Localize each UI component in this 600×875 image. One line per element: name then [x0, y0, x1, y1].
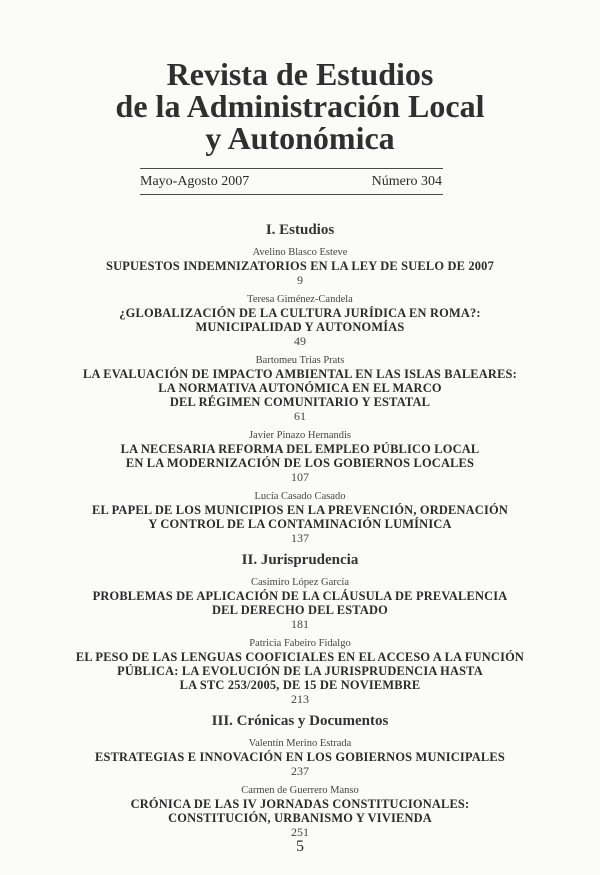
toc-entry [0, 355, 600, 423]
entry-page-number: 107 [291, 470, 309, 484]
entry-title-line: EN LA MODERNIZACIÓN DE LOS GOBIERNOS LOCALES [125, 456, 475, 470]
toc-entry [0, 785, 600, 839]
entry-author: Carmen de Guerrero Manso [241, 785, 359, 796]
entry-author: Valentín Merino Estrada [248, 738, 352, 749]
entry-page-number: 237 [291, 764, 309, 778]
entry-title-line: CRÓNICA DE LAS IV JORNADAS CONSTITUCIONALES: [130, 797, 470, 811]
entry-title-line: ESTRATEGIAS E INNOVACIÓN EN LOS GOBIERNOS MUNICIPALES [95, 750, 505, 764]
entry-title-line: CONSTITUCIÓN, URBANISMO Y VIVIENDA [168, 811, 432, 825]
table-of-contents [0, 218, 600, 846]
entry-title-line: EL PAPEL DE LOS MUNICIPIOS EN LA PREVENCIÓN, ORDENACIÓN [92, 503, 508, 517]
toc-entry [0, 577, 600, 631]
entry-page-number: 213 [291, 692, 309, 706]
entry-page-number: 49 [294, 334, 306, 348]
journal-title-line: y Autonómica [205, 120, 395, 156]
journal-title [0, 58, 600, 154]
entry-title-line: PÚBLICA: LA EVOLUCIÓN DE LA JURISPRUDENCIA HASTA [117, 664, 483, 678]
entry-title-line: EL PESO DE LAS LENGUAS COOFICIALES EN EL ACCESO A LA FUNCIÓN [75, 650, 525, 664]
entry-page-number: 9 [297, 273, 303, 287]
entry-title-line: Y CONTROL DE LA CONTAMINACIÓN LUMÍNICA [148, 517, 452, 531]
entry-author: Bartomeu Trias Prats [255, 355, 345, 366]
entry-author: Lucía Casado Casado [254, 491, 346, 502]
journal-title-line: Revista de Estudios [166, 56, 434, 92]
page-number: 5 [296, 838, 304, 855]
issue-date: Mayo-Agosto 2007 [140, 174, 250, 189]
toc-entry [0, 638, 600, 706]
header-rule-bottom [140, 194, 443, 195]
toc-entry [0, 430, 600, 484]
section-heading: II. Jurisprudencia [241, 552, 359, 568]
entry-title-line: ¿GLOBALIZACIÓN DE LA CULTURA JURÍDICA EN ROMA?: [119, 306, 481, 320]
toc-entry [0, 294, 600, 348]
entry-author: Casimiro López García [251, 577, 349, 588]
issue-number: Número 304 [371, 174, 442, 189]
entry-page-number: 181 [291, 617, 309, 631]
header-rule-top [140, 168, 443, 169]
section-heading: III. Crónicas y Documentos [211, 713, 389, 729]
entry-page-number: 251 [291, 825, 309, 839]
entry-page-number: 61 [294, 409, 306, 423]
entry-page-number: 137 [291, 531, 309, 545]
toc-entry [0, 738, 600, 778]
section-heading: I. Estudios [265, 222, 335, 238]
entry-title-line: LA EVALUACIÓN DE IMPACTO AMBIENTAL EN LAS ISLAS BALEARES: [83, 367, 517, 381]
entry-author: Teresa Giménez-Candela [247, 294, 353, 305]
entry-title-line: PROBLEMAS DE APLICACIÓN DE LA CLÁUSULA DE PREVALENCIA [92, 589, 508, 603]
entry-title-line: MUNICIPALIDAD Y AUTONOMÍAS [195, 320, 405, 334]
entry-author: Avelino Blasco Esteve [252, 247, 348, 258]
entry-title-line: SUPUESTOS INDEMNIZATORIOS EN LA LEY DE SUELO DE 2007 [106, 259, 494, 273]
entry-author: Javier Pinazo Hernandis [248, 430, 352, 441]
journal-title-line: de la Administración Local [115, 88, 485, 124]
entry-title-line: LA STC 253/2005, DE 15 DE NOVIEMBRE [179, 678, 421, 692]
entry-title-line: DEL DERECHO DEL ESTADO [212, 603, 388, 617]
entry-author: Patricia Fabeiro Fidalgo [249, 638, 351, 649]
entry-title-line: DEL RÉGIMEN COMUNITARIO Y ESTATAL [169, 395, 431, 409]
entry-title-line: LA NORMATIVA AUTONÓMICA EN EL MARCO [158, 381, 442, 395]
toc-entry [0, 247, 600, 287]
entry-title-line: LA NECESARIA REFORMA DEL EMPLEO PÚBLICO LOCAL [120, 442, 480, 456]
toc-entry [0, 491, 600, 545]
